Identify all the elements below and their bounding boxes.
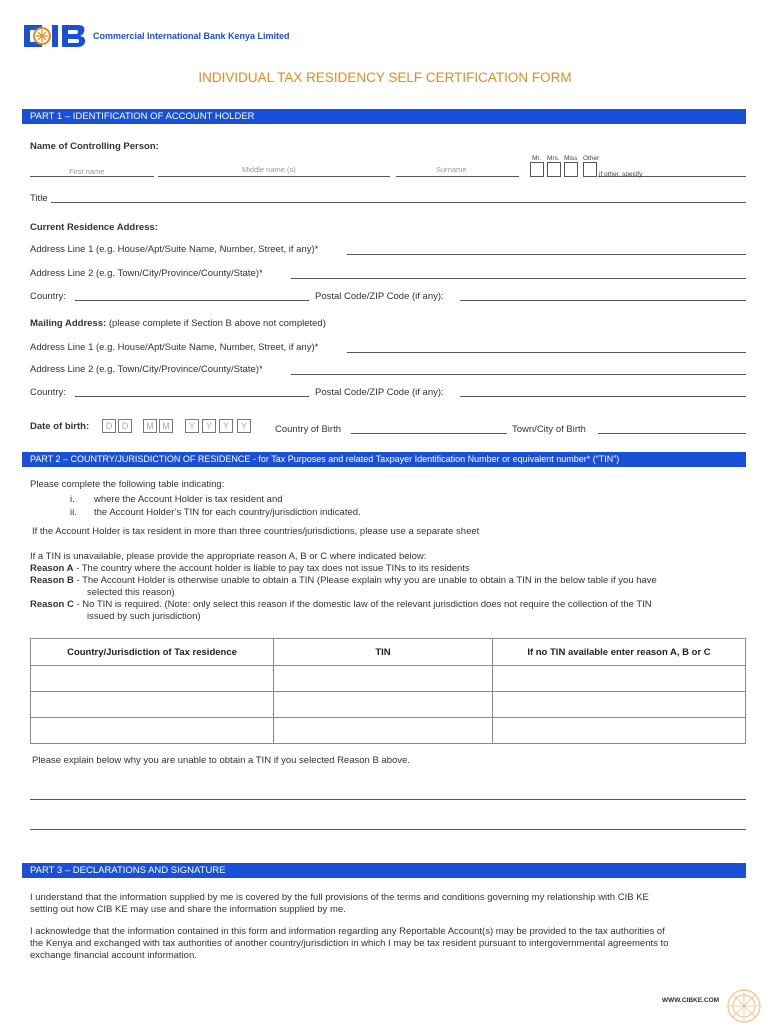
reason-c xyxy=(30,599,652,610)
mail-postal-label: Postal Code/ZIP Code (if any): xyxy=(315,387,444,398)
declaration-para2-line3: exchange financial account information. xyxy=(30,950,197,961)
table-row xyxy=(31,692,746,718)
col-country-header: Country/Jurisdiction of Tax residence xyxy=(31,639,274,666)
other-specify-label: if other, specify xyxy=(599,171,643,178)
dob-label: Date of birth: xyxy=(30,421,90,432)
mail-address-line1-field[interactable] xyxy=(347,352,746,353)
dob-box-y1[interactable]: Y xyxy=(185,419,199,433)
reason-c-continued: issued by such jurisdiction) xyxy=(87,611,201,622)
town-of-birth-label: Town/City of Birth xyxy=(512,424,586,435)
item-number: ii. xyxy=(70,507,77,518)
title-field[interactable] xyxy=(51,202,746,203)
country-of-birth-field[interactable] xyxy=(351,433,507,434)
country-cell[interactable] xyxy=(31,692,274,718)
dob-box-y3[interactable]: Y xyxy=(219,419,233,433)
part2-item-1 xyxy=(70,494,283,505)
first-name-label: First name xyxy=(69,167,105,176)
res-country-field[interactable] xyxy=(75,300,309,301)
res-postal-label: Postal Code/ZIP Code (if any): xyxy=(315,291,444,302)
reason-c-label: Reason C xyxy=(30,599,74,610)
reason-cell[interactable] xyxy=(493,718,746,744)
part3-heading: PART 3 – DECLARATIONS AND SIGNATURE xyxy=(22,863,746,878)
res-address-line1-label: Address Line 1 (e.g. House/Apt/Suite Name, Number, Street, if any)* xyxy=(30,244,319,255)
checkbox-miss[interactable] xyxy=(564,162,578,177)
declaration-para2-line1: I acknowledge that the information contained in this form and information regarding any Reportable Account(s) may be provided to the tax authorities of xyxy=(30,926,665,937)
mail-address-line2-label: Address Line 2 (e.g. Town/City/Province/County/State)* xyxy=(30,364,263,375)
reason-a xyxy=(30,563,470,574)
cib-logo-icon xyxy=(22,22,88,50)
surname-label: Surname xyxy=(436,165,467,174)
mail-country-label: Country: xyxy=(30,387,66,398)
col-tin-header: TIN xyxy=(274,639,493,666)
declaration-para2-line2: the Kenya and exchanged with tax authorities of another country/jurisdiction in which I may be tax resident pursuant to intergovernmental agreements to xyxy=(30,938,669,949)
middle-name-label: Middle name (s) xyxy=(242,165,296,174)
part2-intro: Please complete the following table indicating: xyxy=(30,479,225,490)
reason-cell[interactable] xyxy=(493,666,746,692)
town-of-birth-field[interactable] xyxy=(598,433,746,434)
explain-reason-b-label: Please explain below why you are unable to obtain a TIN if you selected Reason B above. xyxy=(32,755,410,766)
table-row xyxy=(31,718,746,744)
res-postal-field[interactable] xyxy=(460,300,746,301)
mail-country-field[interactable] xyxy=(75,396,309,397)
tin-unavailable-note: If a TIN is unavailable, please provide the appropriate reason A, B or C where indicated below: xyxy=(30,551,427,562)
dob-box-d1[interactable]: D xyxy=(102,419,116,433)
form-title: INDIVIDUAL TAX RESIDENCY SELF CERTIFICATION FORM xyxy=(198,70,572,85)
res-address-line2-label: Address Line 2 (e.g. Town/City/Province/County/State)* xyxy=(30,268,263,279)
part1-heading: PART 1 – IDENTIFICATION OF ACCOUNT HOLDER xyxy=(22,109,746,124)
part2-heading: PART 2 – COUNTRY/JURISDICTION OF RESIDENCE - for Tax Purposes and related Taxpayer Identification Number or equivalent number* (“TIN”) xyxy=(22,452,746,467)
reason-cell[interactable] xyxy=(493,692,746,718)
declaration-para1-line1: I understand that the information supplied by me is covered by the full provisions of the terms and conditions governing my relationship with CIB KE xyxy=(30,892,649,903)
part2-item-2 xyxy=(70,507,361,518)
checkbox-mrs[interactable] xyxy=(547,162,561,177)
table-row xyxy=(31,666,746,692)
reason-b-text: - The Account Holder is otherwise unable to obtain a TIN (Please explain why you are unable to obtain a TIN in the below table if you have xyxy=(73,575,657,586)
footer-sun-icon xyxy=(722,984,762,1029)
tin-cell[interactable] xyxy=(274,692,493,718)
reason-b-continued: selected this reason) xyxy=(87,587,175,598)
reason-a-text: - The country where the account holder is liable to pay tax does not issue TINs to its residents xyxy=(73,563,470,574)
dob-box-d2[interactable]: D xyxy=(118,419,132,433)
dob-box-y2[interactable]: Y xyxy=(202,419,216,433)
mail-address-line2-field[interactable] xyxy=(291,374,746,375)
tin-cell[interactable] xyxy=(274,666,493,692)
mailing-heading-line xyxy=(30,318,326,329)
salutation-miss: Miss xyxy=(564,155,578,162)
res-address-line1-field[interactable] xyxy=(347,254,746,255)
footer-website: WWW.CIBKE.COM xyxy=(662,997,720,1004)
country-cell[interactable] xyxy=(31,718,274,744)
salutation-mr: Mr. xyxy=(532,155,542,162)
bank-name: Commercial International Bank Kenya Limited xyxy=(93,31,290,41)
reason-b-label: Reason B xyxy=(30,575,74,586)
reason-b xyxy=(30,575,657,586)
checkbox-mr[interactable] xyxy=(530,162,544,177)
item-number: i. xyxy=(70,494,75,505)
separate-sheet-note: If the Account Holder is tax resident in more than three countries/jurisdictions, please use a separate sheet xyxy=(32,526,480,537)
dob-box-m2[interactable]: M xyxy=(159,419,173,433)
middle-name-field[interactable] xyxy=(158,176,390,177)
res-address-line2-field[interactable] xyxy=(291,278,746,279)
mailing-note: (please complete if Section B above not completed) xyxy=(108,318,326,329)
tin-table xyxy=(30,638,746,744)
item-text: the Account Holder’s TIN for each country/jurisdiction indicated. xyxy=(94,507,361,518)
bank-logo xyxy=(22,22,88,50)
explain-line-2[interactable] xyxy=(30,829,746,830)
tin-table-header xyxy=(31,639,746,666)
tin-cell[interactable] xyxy=(274,718,493,744)
declaration-para1-line2: setting out how CIB KE may use and share the information supplied by me. xyxy=(30,904,346,915)
item-text: where the Account Holder is tax resident and xyxy=(94,494,283,505)
surname-field[interactable] xyxy=(396,176,519,177)
explain-line-1[interactable] xyxy=(30,799,746,800)
res-country-label: Country: xyxy=(30,291,66,302)
residence-heading: Current Residence Address: xyxy=(30,222,158,233)
salutation-other: Other xyxy=(583,155,600,162)
country-cell[interactable] xyxy=(31,666,274,692)
salutation-mrs: Mrs. xyxy=(547,155,560,162)
title-label: Title xyxy=(30,193,48,204)
first-name-field[interactable] xyxy=(30,176,154,177)
controlling-person-label: Name of Controlling Person: xyxy=(30,141,159,152)
reason-c-text: - No TIN is required. (Note: only select this reason if the domestic law of the relevant jurisdiction does not require the collection of the TIN xyxy=(73,599,652,610)
country-of-birth-label: Country of Birth xyxy=(275,424,341,435)
dob-box-m1[interactable]: M xyxy=(143,419,157,433)
mail-address-line1-label: Address Line 1 (e.g. House/Apt/Suite Name, Number, Street, if any)* xyxy=(30,342,319,353)
mailing-heading: Mailing Address: xyxy=(30,318,107,329)
col-reason-header: If no TIN available enter reason A, B or C xyxy=(493,639,746,666)
checkbox-other[interactable] xyxy=(583,162,597,177)
reason-a-label: Reason A xyxy=(30,563,74,574)
mail-postal-field[interactable] xyxy=(460,396,746,397)
dob-box-y4[interactable]: Y xyxy=(237,419,251,433)
